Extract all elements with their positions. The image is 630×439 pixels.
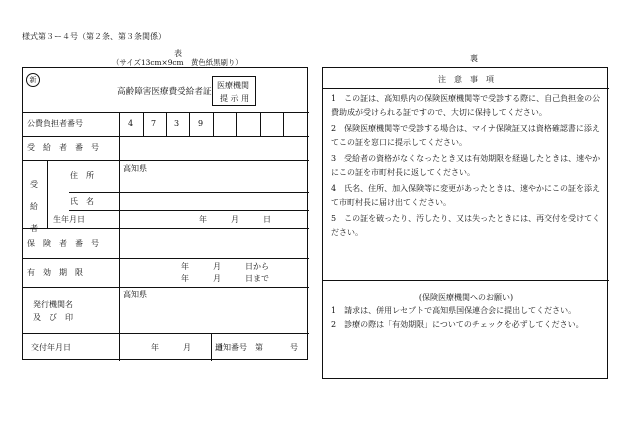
card-title: 高齢障害医療費受給者証: [117, 87, 212, 97]
issuer-value: 高知県: [123, 290, 147, 299]
validity-from: 年 月 日から: [181, 262, 269, 271]
payer-number-label: 公費負担者番号: [27, 119, 83, 128]
medical-heading: (保険医療機関へのお願い): [418, 293, 514, 302]
notice-number-suffix: 号: [290, 343, 298, 352]
front-side-label: 表: [174, 49, 182, 58]
validity-to: 年 月 日まで: [181, 274, 269, 283]
medical-note-item: 1 請求は、併用レセプトで高知県国保連合会に提出してください。: [331, 306, 577, 315]
notes-heading: 注 意 事 項: [438, 75, 494, 84]
form-number: 様式第３ー４号（第２条、第３条関係）: [22, 32, 166, 41]
payer-digit: 9: [198, 119, 204, 128]
issuer-label-line2: 及 び 印: [33, 313, 73, 322]
back-side-label: 裏: [470, 54, 478, 63]
validity-label: 有 効 期 限: [27, 268, 83, 277]
note-item: 2 保険医療機関等で受診する場合は、マイナ保険証又は資格確認書に添えてこの証を窓口に提示してください。: [331, 124, 600, 147]
recipient-label: 受給者: [30, 180, 38, 233]
recipient-number-label: 受 給 者 番 号: [27, 143, 99, 152]
payer-digit: 3: [174, 119, 180, 128]
insurer-number-label: 保 険 者 番 号: [27, 239, 99, 248]
payer-digit: 7: [151, 119, 157, 128]
note-item: 5 この証を破ったり、汚したり、又は失ったときには、再交付を受けてください。: [331, 214, 601, 237]
address-label: 住 所: [70, 171, 94, 180]
stamp-box-line2: 提 示 用: [220, 94, 250, 103]
note-item: 4 氏名、住所、加入保険等に変更があったときは、速やかにこの証を添えて市町村長に届け出てください。: [331, 184, 601, 207]
back-card: [322, 67, 608, 379]
name-label: 氏 名: [70, 197, 94, 206]
birthdate-value: 年 月 日: [199, 215, 271, 224]
stamp-box: [212, 76, 256, 106]
stamp-box-line1: 医療機関: [217, 81, 249, 90]
note-item: 3 受給者の資格がなくなったとき又は有効期限を経過したときは、速やかにこの証を市町村長に返してください。: [331, 154, 601, 177]
front-card: [22, 67, 308, 360]
new-mark: 新: [26, 73, 40, 87]
note-item: 1 この証は、高知県内の保険医療機関等で受診する際に、自己負担金の公費助成が受けられる証ですので、大切に保持してください。: [331, 94, 601, 117]
size-note: （サイズ13cm×9cm 黄色紙黒刷り）: [112, 58, 243, 67]
birthdate-label: 生年月日: [53, 215, 85, 224]
payer-digit: 4: [128, 119, 134, 128]
issue-date-label: 交付年月日: [31, 343, 71, 352]
address-value: 高知県: [123, 164, 147, 173]
notice-number-label: 通知番号 第: [215, 343, 263, 352]
medical-note-item: 2 診療の際は「有効期限」についてのチェックを必ずしてください。: [331, 320, 584, 329]
issuer-label-line1: 発行機関名: [33, 300, 73, 309]
issue-date-value: 年 月 日: [151, 343, 223, 352]
